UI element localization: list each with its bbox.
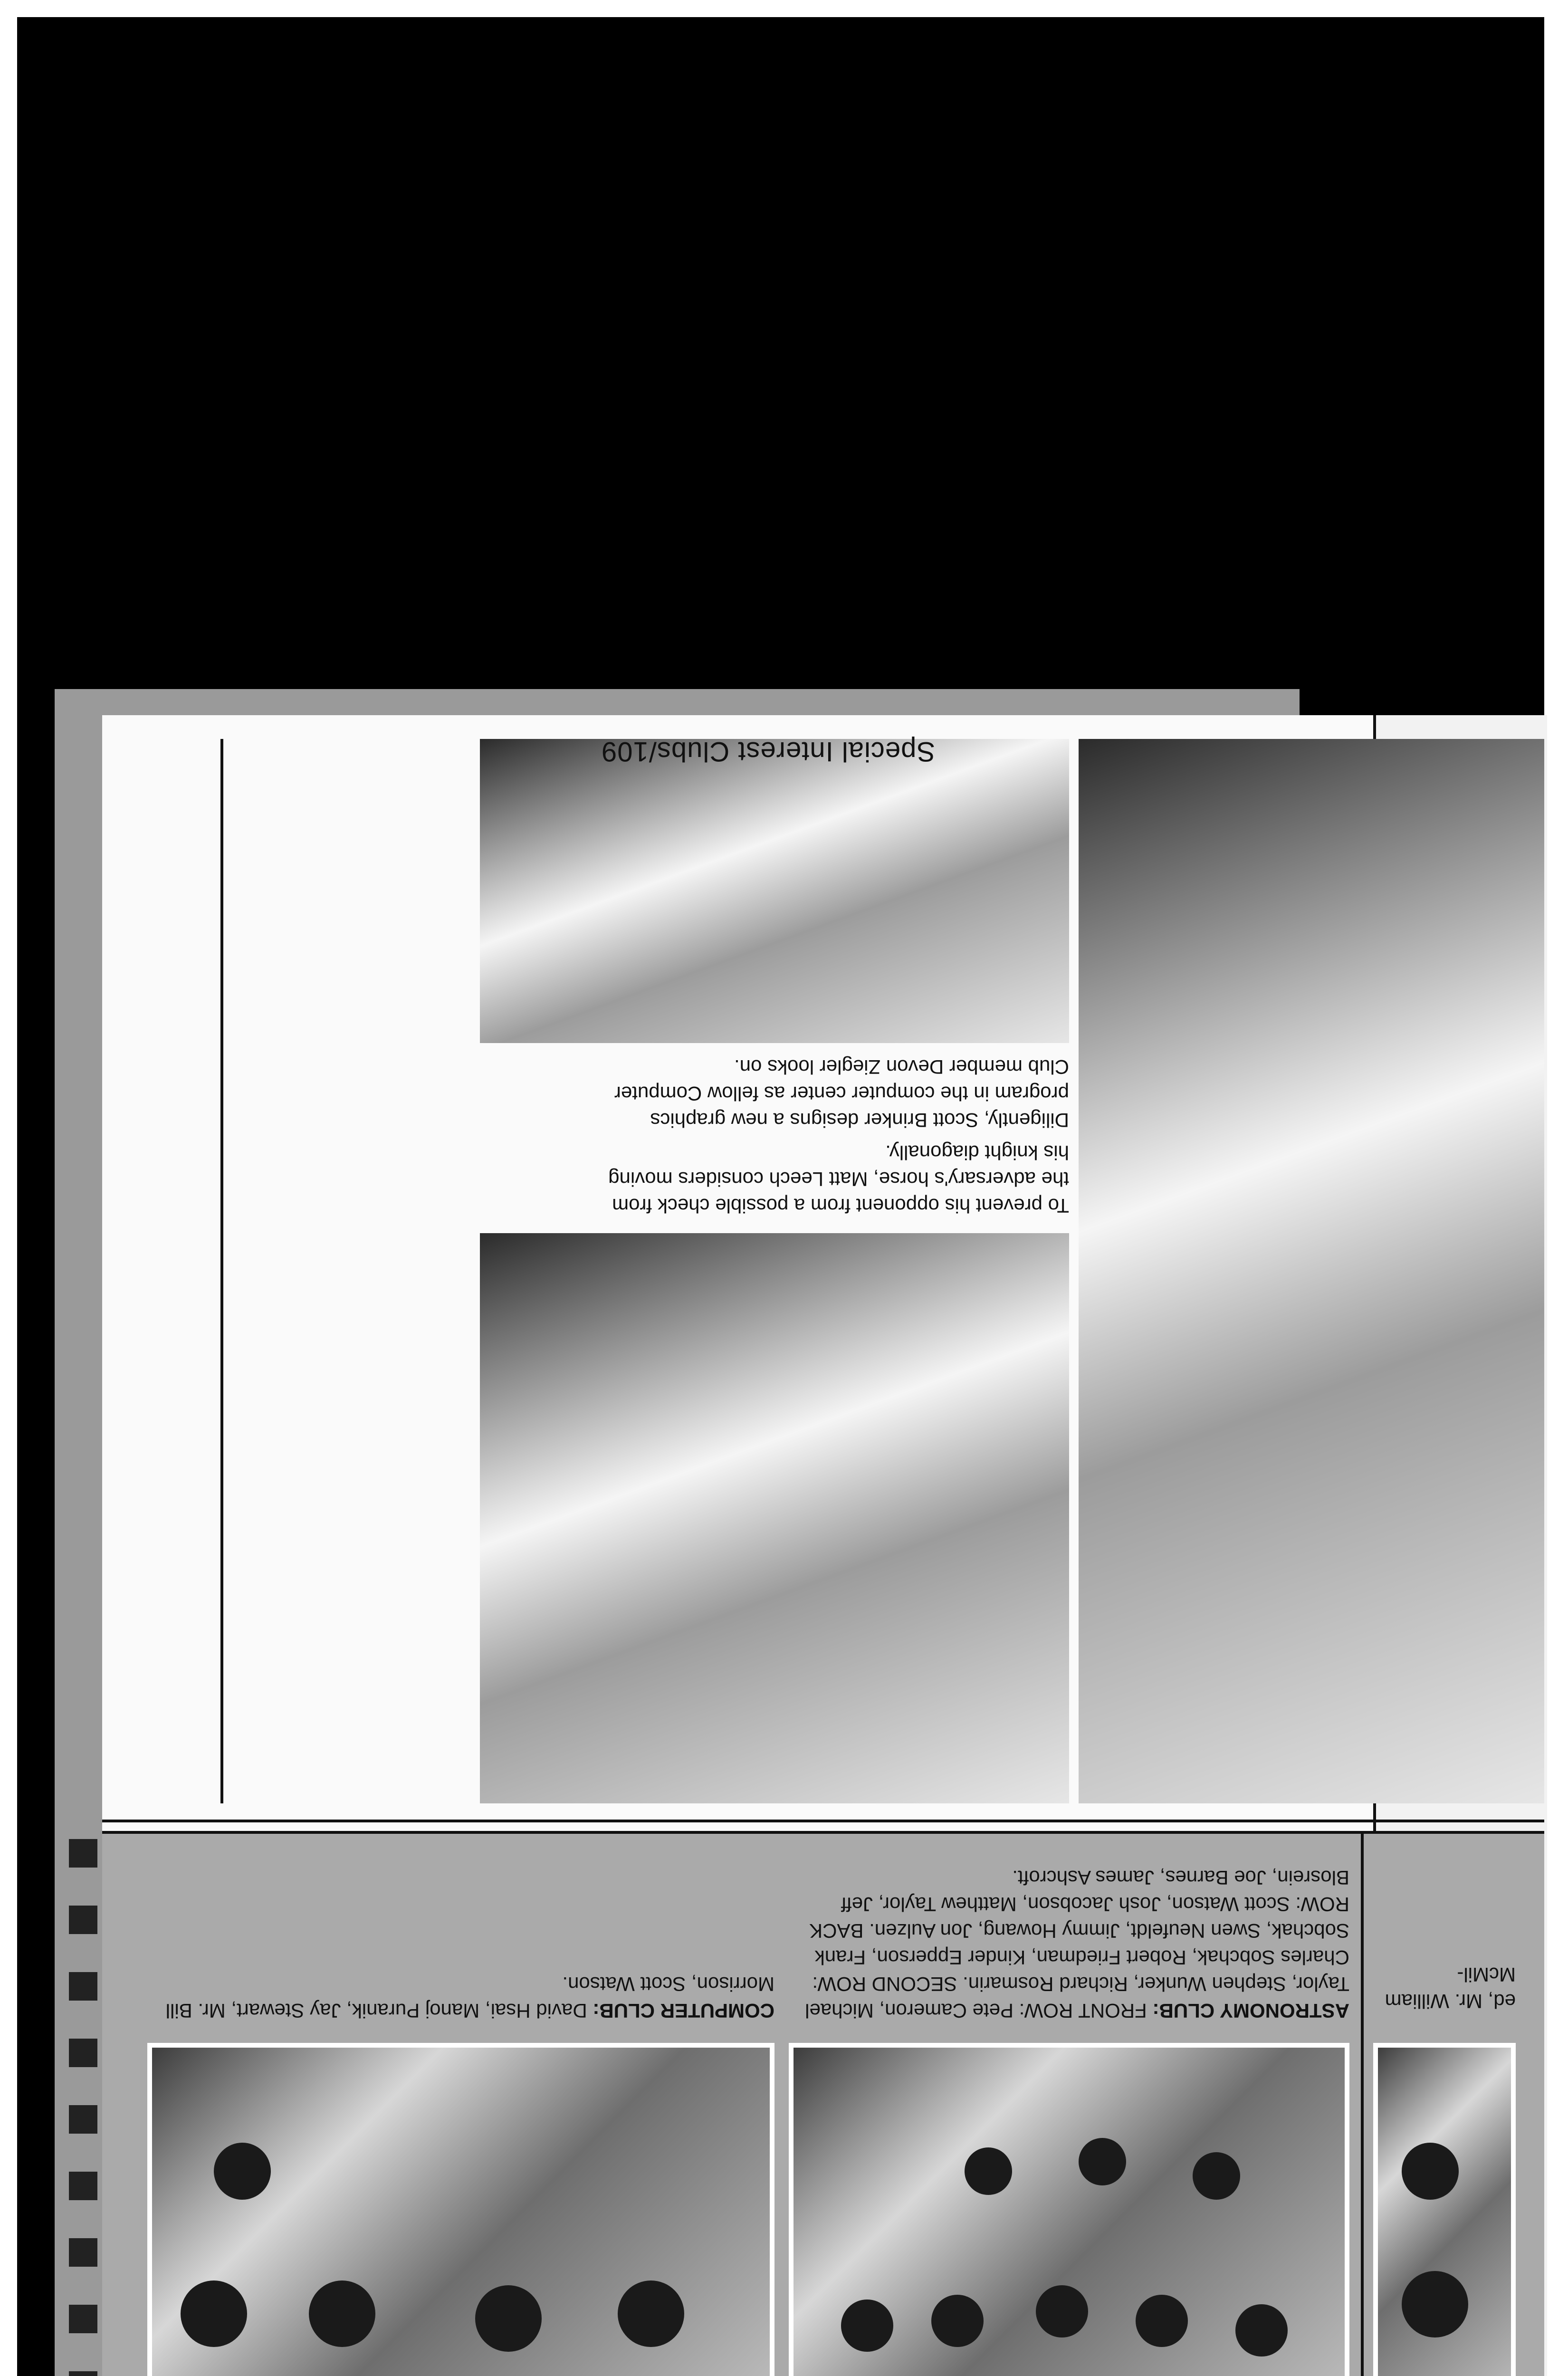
astronomy-caption xyxy=(789,1864,1349,2024)
astronomy-caption-heading: ASTRONOMY CLUB: xyxy=(1152,2000,1349,2022)
computer-caption xyxy=(147,1971,774,2024)
computer-center-photo xyxy=(480,739,1069,1043)
lower-section-rule xyxy=(102,1820,1544,1822)
adjacent-club-photo xyxy=(1373,2043,1516,2376)
adjacent-caption xyxy=(1364,1961,1516,2014)
page-gutter-rule xyxy=(1361,1834,1364,2376)
spine-binding xyxy=(69,1839,97,2376)
folio-section: Special Interest Clubs xyxy=(656,736,936,767)
computer-caption-heading: COMPUTER CLUB: xyxy=(593,2000,774,2022)
astronomy-caption-text: FRONT ROW: Pete Cameron, Michael Taylor, Stephen Wunker, Richard Rosmarin. SECOND ROW: Charles Sobchak, Robert Friedman, Kinder Epperson, Frank Sobchak, Swen Neufeldt, Jimmy Howang, Jon Aulzen. BACK ROW: Scott Watson, Josh Jacobson, Matthew Taylor, Jeff Blosrein, Joe Barnes, James Ashcroft. xyxy=(805,1867,1349,2022)
chess-caption xyxy=(594,1139,1069,1219)
right-margin-rule xyxy=(220,739,223,1803)
computer-club-photo xyxy=(147,2043,774,2376)
folio-text: Special Interest Clubs/109 xyxy=(601,736,936,767)
page-content-rotated xyxy=(102,715,1544,2376)
graphics-caption-text: Diligently, Scott Brinker designs a new graphics program in the computer center as fellow Computer Club member Devon Ziegler looks on. xyxy=(614,1056,1069,1131)
graphics-caption xyxy=(594,1054,1069,1133)
adjacent-caption-text: ed, Mr. William McMil- xyxy=(1385,1964,1516,2012)
chess-photo xyxy=(480,1233,1069,1803)
club-photo-band xyxy=(102,1831,1544,2376)
computer-caption-text: David Hsai, Manoj Puranik, Jay Stewart, Mr. Bill Morrison, Scott Watson. xyxy=(165,1973,774,2022)
portrait-photo-large xyxy=(1079,739,1544,1803)
astronomy-club-photo xyxy=(789,2043,1349,2376)
folio-page-number: 109 xyxy=(601,736,649,767)
chess-caption-text: To prevent his opponent from a possible check from the adversary's horse, Matt Leech considers moving his knight diagonally. xyxy=(608,1141,1069,1217)
